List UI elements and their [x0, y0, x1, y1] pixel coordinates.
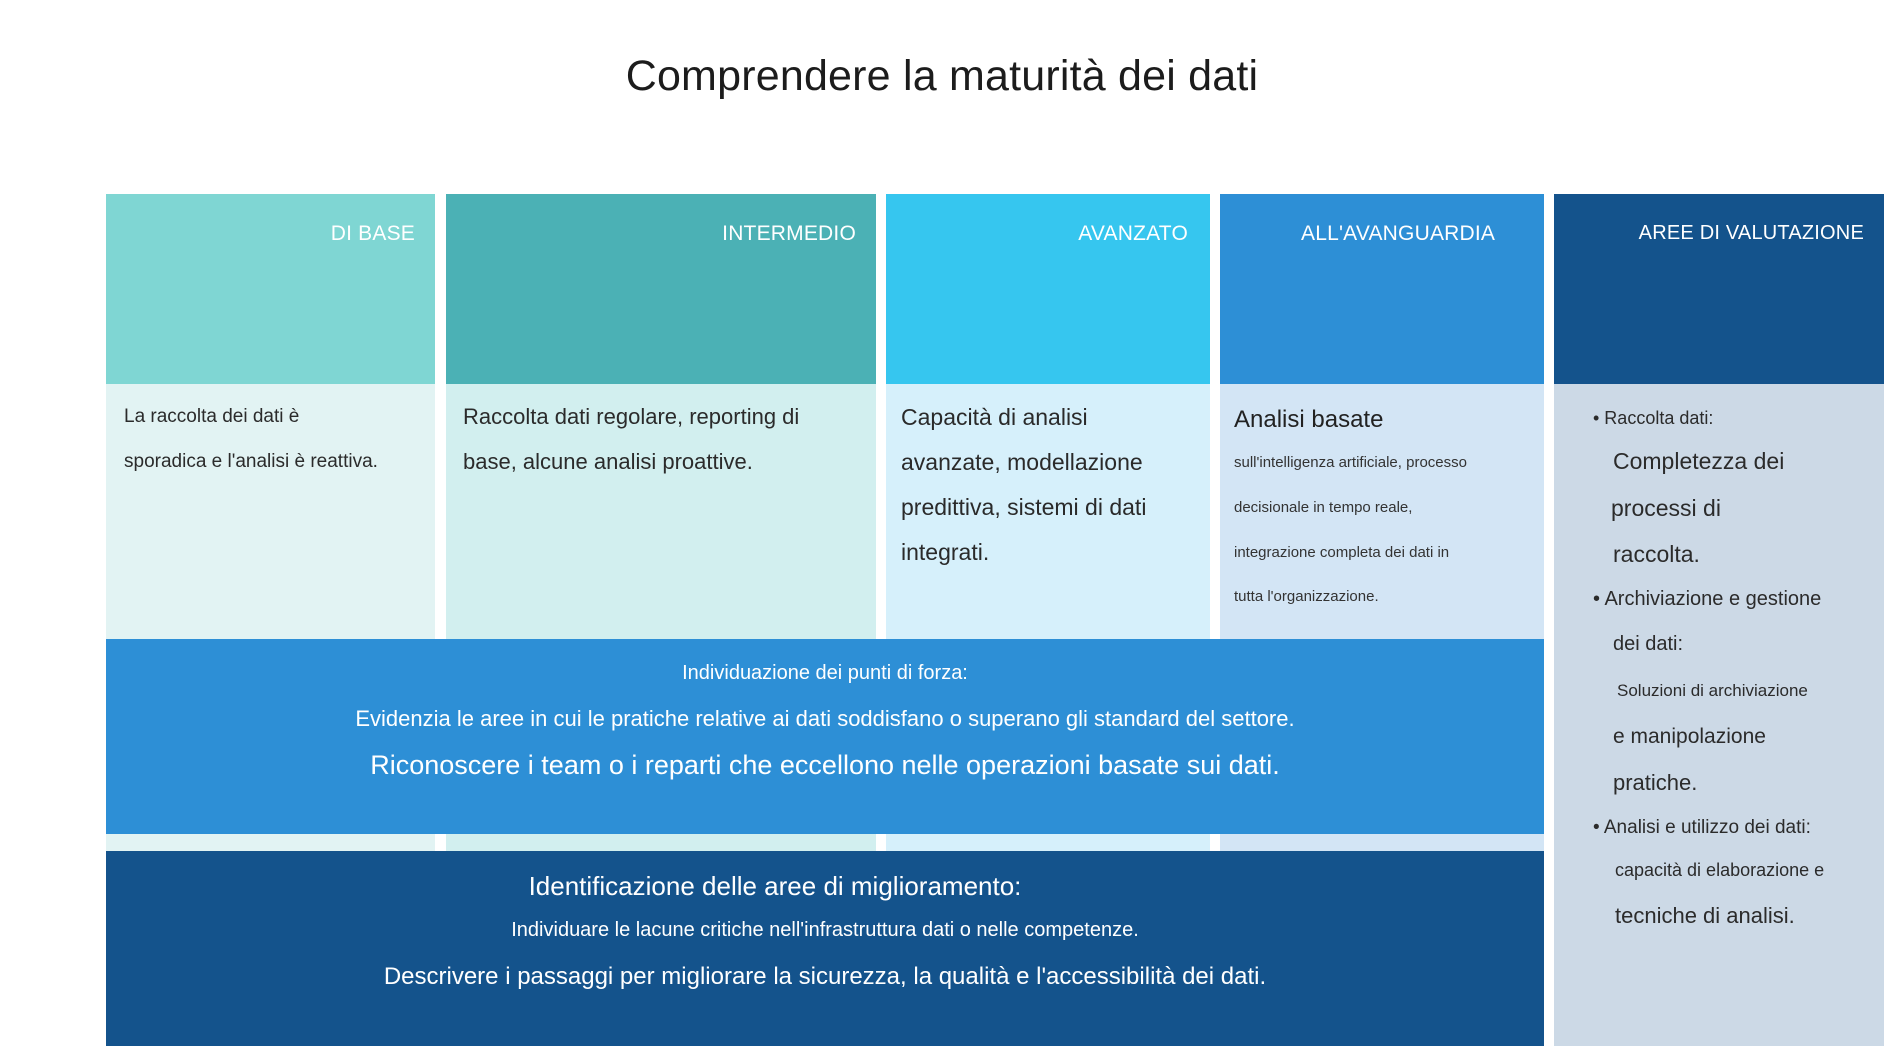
assessment-item-text: Soluzioni di archiviazione — [1617, 681, 1808, 700]
assessment-item-title: • Archiviazione e gestione — [1593, 588, 1822, 610]
assessment-item-text: Completezza dei — [1613, 448, 1785, 474]
strengths-line: Evidenzia le aree in cui le pratiche relative ai dati soddisfano o superano gli standard del settore. — [355, 706, 1295, 731]
level-description: sull'intelligenza artificiale, processo decisionale in tempo reale, integrazione completa dei dati in tutta l'organizzazione. — [1234, 454, 1467, 605]
assessment-item-text: pratiche. — [1613, 770, 1698, 795]
level-label: ALL'AVANGUARDIA — [1301, 222, 1496, 245]
level-description-heading: Analisi basate — [1234, 406, 1384, 433]
level-header-intermedio — [446, 194, 876, 384]
level-description: Raccolta dati regolare, reporting di base, alcune analisi proattive. — [463, 404, 800, 474]
assessment-item-text: processi di — [1611, 495, 1721, 521]
improvements-heading: Identificazione delle aree di miglioramento: — [528, 871, 1022, 901]
assessment-item-title: • Raccolta dati: — [1593, 408, 1714, 428]
improvements-band — [106, 851, 1544, 1046]
assessment-item-text: e manipolazione — [1613, 725, 1766, 748]
assessment-item-text: tecniche di analisi. — [1615, 903, 1795, 928]
assessment-areas-label: AREE DI VALUTAZIONE — [1638, 222, 1864, 244]
level-label: INTERMEDIO — [722, 222, 856, 245]
improvements-line: Individuare le lacune critiche nell'infrastruttura dati o nelle competenze. — [511, 919, 1139, 941]
level-label: DI BASE — [330, 222, 415, 245]
page-title: Comprendere la maturità dei dati — [625, 52, 1259, 100]
strengths-heading: Individuazione dei punti di forza: — [682, 662, 968, 684]
assessment-item-title: • Analisi e utilizzo dei dati: — [1593, 817, 1811, 838]
assessment-areas-header — [1554, 194, 1884, 384]
strengths-line: Riconoscere i team o i reparti che eccellono nelle operazioni basate sui dati. — [370, 750, 1280, 780]
level-description: Capacità di analisi avanzate, modellazione predittiva, sistemi di dati integrati. — [901, 404, 1147, 565]
level-label: AVANZATO — [1078, 222, 1188, 245]
assessment-item-title: dei dati: — [1613, 633, 1684, 655]
level-header-avanzato — [886, 194, 1210, 384]
level-description: La raccolta dei dati è sporadica e l'analisi è reattiva. — [124, 406, 378, 472]
strengths-band — [106, 639, 1544, 834]
assessment-areas-panel — [1554, 384, 1884, 1046]
assessment-item-text: capacità di elaborazione e — [1615, 860, 1825, 880]
level-header-allavanguardia — [1220, 194, 1544, 384]
improvements-line: Descrivere i passaggi per migliorare la sicurezza, la qualità e l'accessibilità dei dati. — [383, 963, 1267, 990]
level-header-di-base — [106, 194, 435, 384]
assessment-item-text: raccolta. — [1613, 541, 1700, 567]
